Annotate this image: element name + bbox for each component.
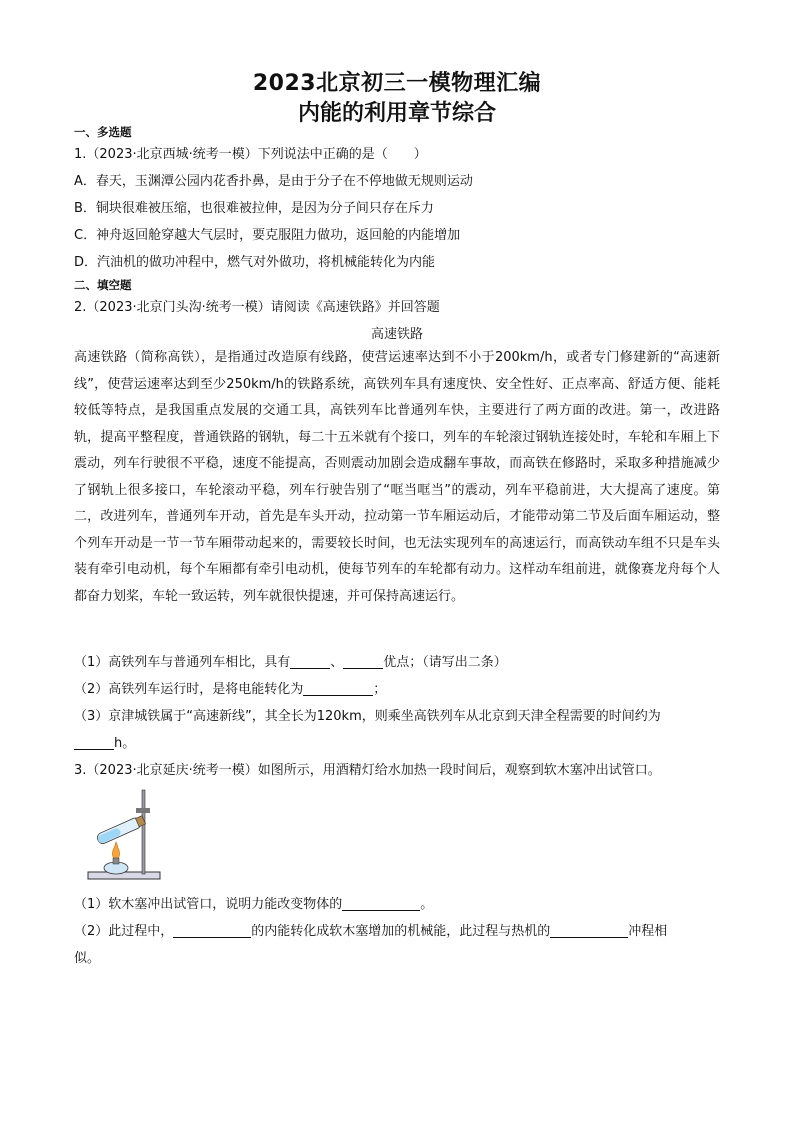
- clamp: [136, 808, 150, 813]
- sub-2-text-a: （2）高铁列车运行时，是将电能转化为: [74, 682, 304, 697]
- stand-base: [88, 872, 160, 879]
- question-2-sub-3-cont: [74, 732, 135, 751]
- question-1-option-d: D．汽油机的做功冲程中，燃气对外做功，将机械能转化为内能: [74, 255, 436, 270]
- sub-1-text-b: 优点；（请写出二条）: [383, 655, 507, 670]
- question-1-option-b: B．铜块很难被压缩，也很难被拉伸，是因为分子间只存在斥力: [74, 201, 434, 216]
- sub-3-text-b: h。: [114, 736, 136, 751]
- article-title: 高速铁路: [370, 327, 423, 342]
- sub-1-sep: 、: [330, 655, 344, 670]
- test-tube: [96, 815, 146, 845]
- answer-blank[interactable]: [74, 735, 114, 750]
- article-body: 高速铁路（简称高铁），是指通过改造原有线路，使营运速率达到不小于200km/h，或者专门修建新的“高速新线”，使营运速率达到至少250km/h的铁路系统，高铁列车具有速度快、安全性好、正点率高、舒适方便、能耗较低等特点，是我国重点发展的交通工具，高铁列车比普通列车快，主要进行了两方面的改进。第一，改进路轨，提高平整程度，普通铁路的钢轨，每二十五米就有个接口，列车的车轮滚过钢轨连接处时，车轮和车厢上下震动，列车行驶很不平稳，速度不能提高，否则震动加剧会造成翻车事故，而高铁在修路时，采取多种措施减少了钢轨上很多接口，车轮滚动平稳，列车行驶告别了“哐当哐当”的震动，列车平稳前进，大大提高了速度。第二，改进列车，普通列车开动，首先是车头开动，拉动第一节车厢运动后，才能带动第二节及后面车厢运动，整个列车开动是一节一节车厢带动起来的，需要较长时间，也无法实现列车的高速运行，而高铁动车组不只是车头装有牵引电动机，每个车厢都有牵引电动机，使每节列车的车轮都有动力。这样动车组前进，就像赛龙舟每个人都奋力划桨，车轮一致运转，列车就很快提速，并可保持高速运行。: [74, 350, 720, 604]
- answer-blank[interactable]: [290, 654, 330, 669]
- q3-sub-2-text-b: 的内能转化成软木塞增加的机械能，此过程与热机的: [251, 924, 551, 939]
- document-subtitle: 内能的利用章节综合: [297, 101, 496, 126]
- alcohol-lamp-test-tube-figure: [84, 786, 164, 884]
- answer-blank[interactable]: [173, 923, 251, 938]
- q3-sub-2-text-c: 冲程相: [628, 924, 668, 939]
- q3-sub-1-text-b: 。: [420, 897, 434, 912]
- section-heading-fill-in: 二、填空题: [74, 278, 132, 292]
- question-2-sub-3: （3）京津城铁属于“高速新线”，其全长为120km，则乘坐高铁列车从北京到天津全程需要的时间约为: [74, 709, 661, 724]
- stand-rod: [142, 790, 145, 874]
- answer-blank[interactable]: [550, 923, 628, 938]
- sub-2-text-b: ；: [373, 682, 387, 697]
- question-2-sub-2: [74, 678, 386, 697]
- question-2-sub-1: [74, 651, 507, 670]
- question-3-sub-2: [74, 920, 667, 939]
- question-1-option-a: A．春天，玉渊潭公园内花香扑鼻，是由于分子在不停地做无规则运动: [74, 174, 473, 189]
- q3-sub-2-text-a: （2）此过程中，: [74, 924, 174, 939]
- flame-icon: [112, 842, 119, 860]
- answer-blank[interactable]: [303, 681, 373, 696]
- q3-sub-1-text-a: （1）软木塞冲出试管口，说明力能改变物体的: [74, 897, 343, 912]
- answer-blank[interactable]: [342, 896, 420, 911]
- question-1-stem: 1.（2023·北京西城·统考一模）下列说法中正确的是（ ）: [74, 147, 427, 162]
- sub-1-text-a: （1）高铁列车与普通列车相比，具有: [74, 655, 291, 670]
- document-title: 2023北京初三一模物理汇编: [252, 71, 542, 96]
- question-3-sub-1: [74, 893, 433, 912]
- section-heading-multiple-choice: 一、多选题: [74, 125, 132, 139]
- question-1-option-c: C．神舟返回舱穿越大气层时，要克服阻力做功，返回舱的内能增加: [74, 228, 461, 243]
- question-2-stem: 2.（2023·北京门头沟·统考一模）请阅读《高速铁路》并回答题: [74, 300, 440, 315]
- question-3-stem: 3.（2023·北京延庆·统考一模）如图所示，用酒精灯给水加热一段时间后，观察到软木塞冲出试管口。: [74, 763, 661, 778]
- answer-blank[interactable]: [343, 654, 383, 669]
- question-3-sub-2-cont: 似。: [74, 951, 101, 966]
